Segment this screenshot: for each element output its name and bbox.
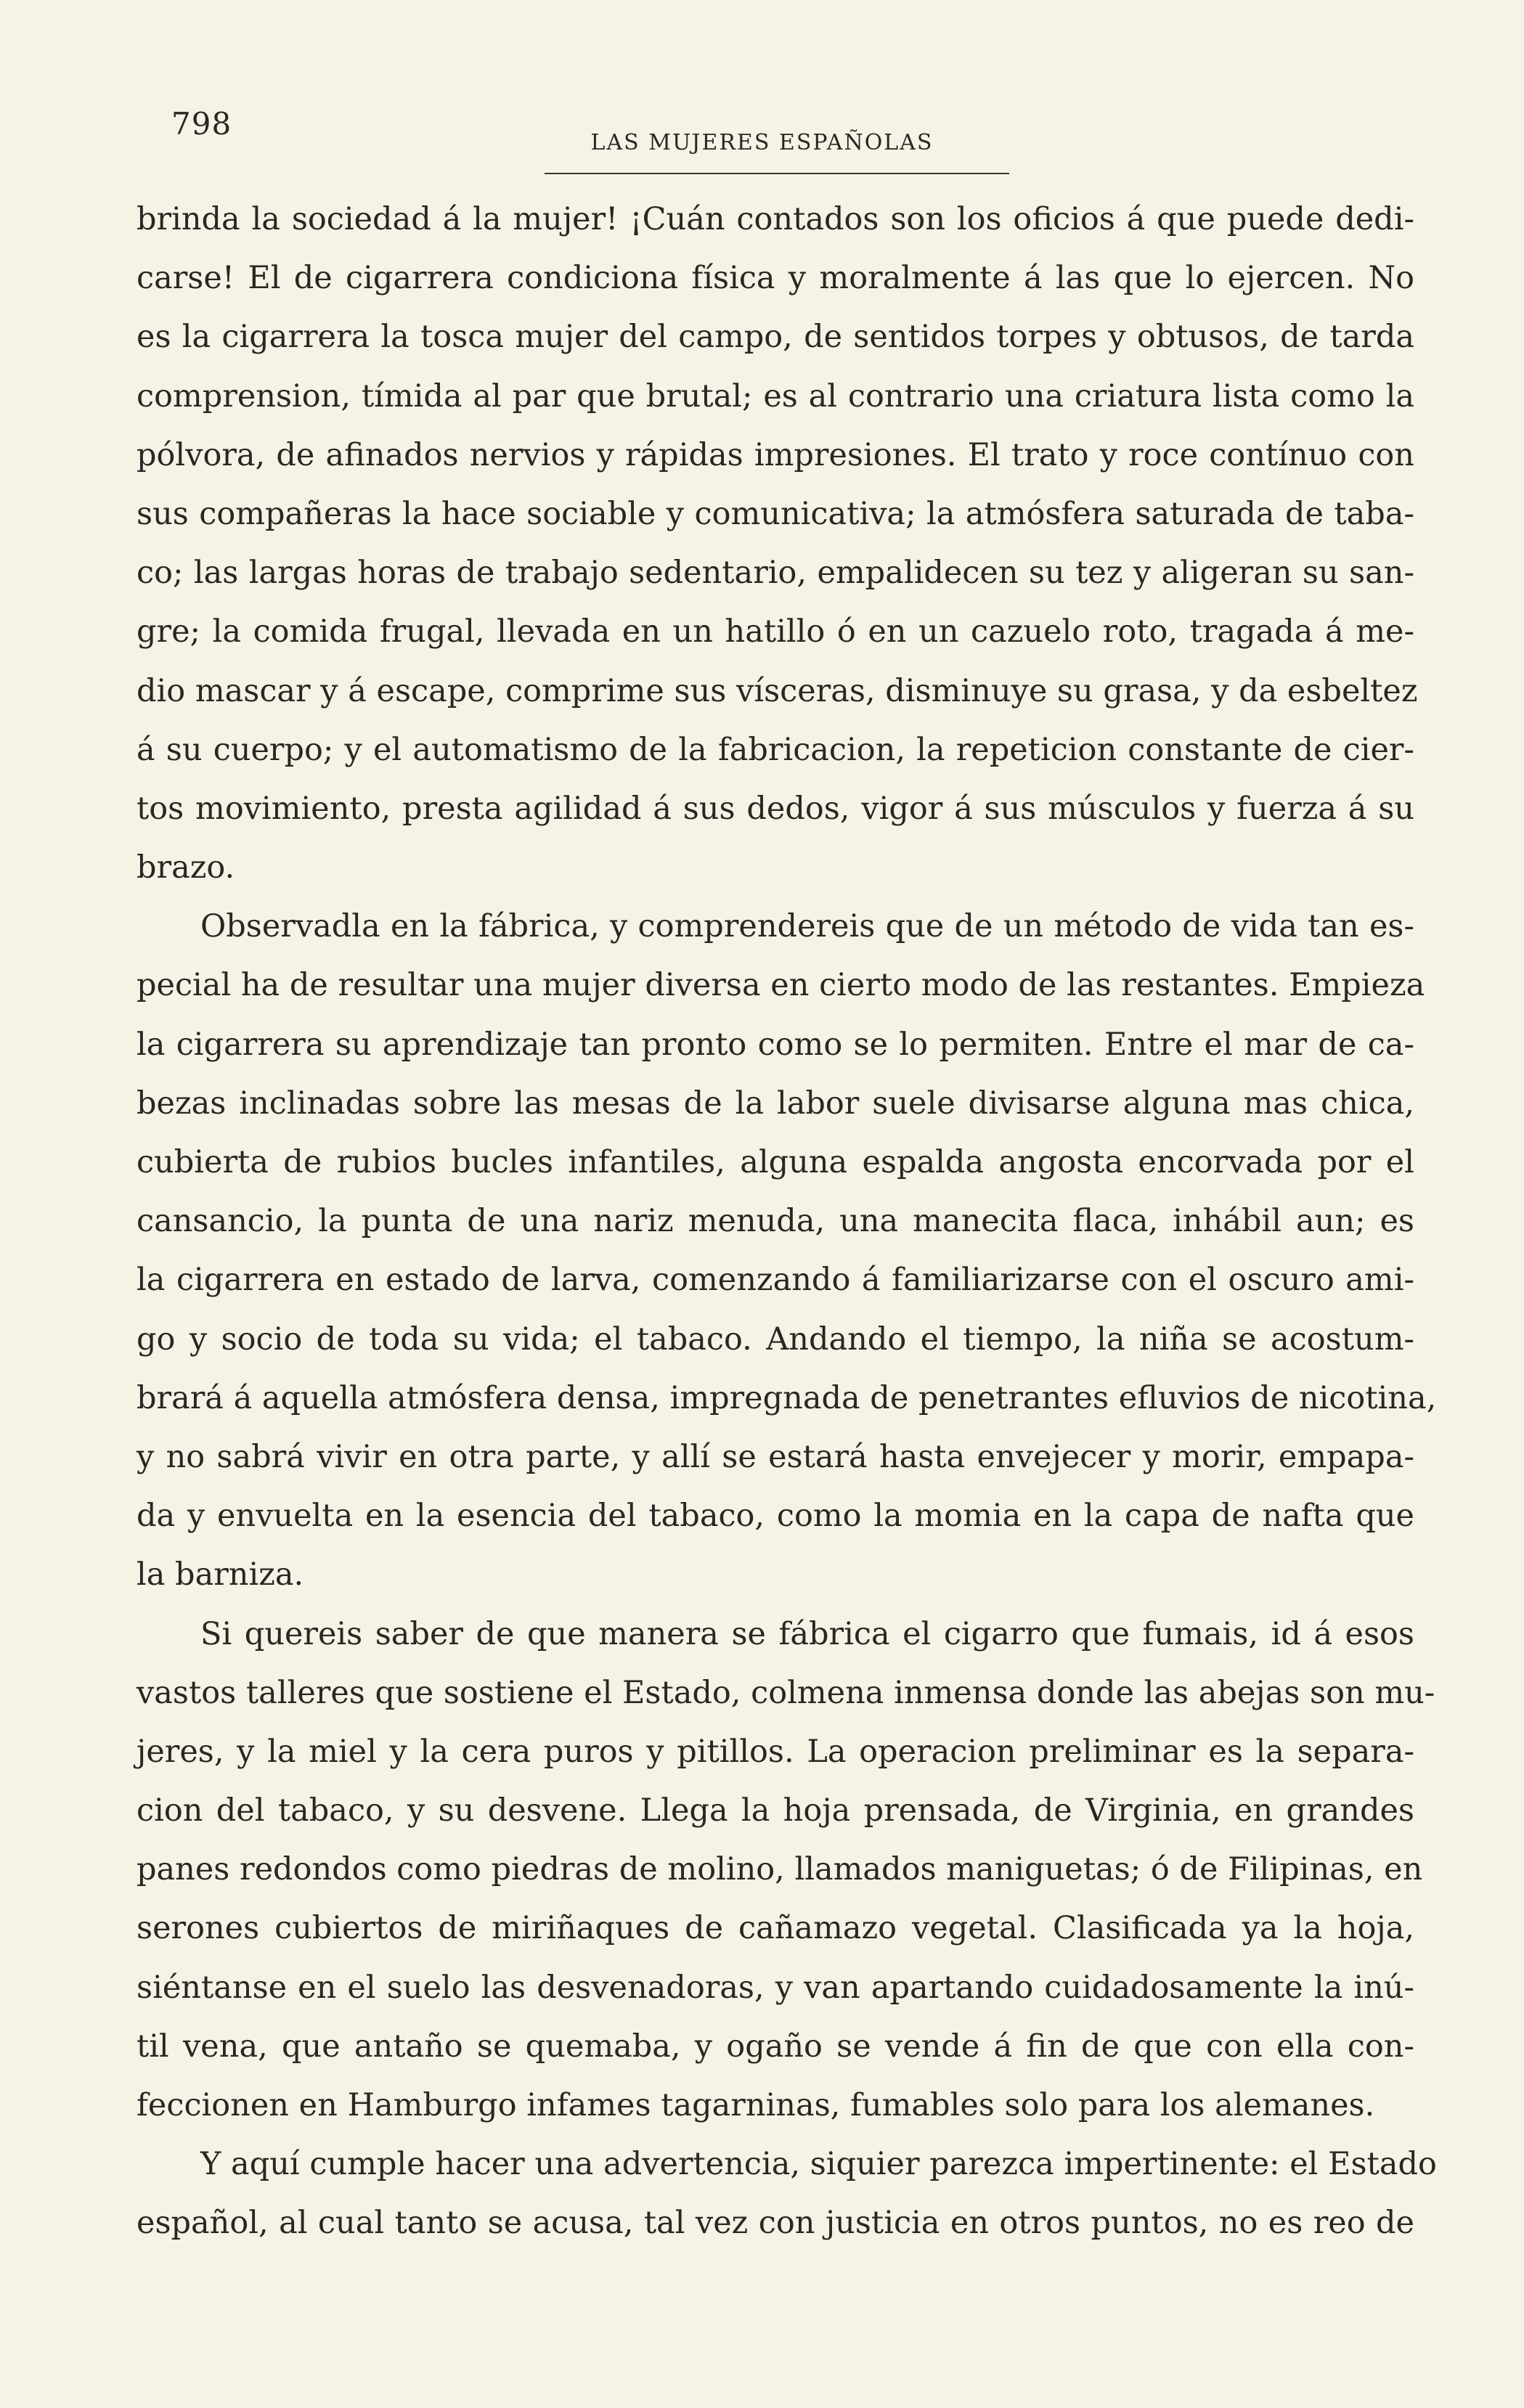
- text-line: panes redondos como piedras de molino, llamados maniguetas; ó de Filipinas, en: [136, 1851, 1423, 1888]
- text-line: gre; la comida frugal, llevada en un hatillo ó en un cazuelo roto, tragada á me-: [136, 613, 1414, 650]
- text-line: feccionen en Hamburgo infames tagarninas, fumables solo para los alemanes.: [136, 2087, 1375, 2123]
- text-line: carse! El de cigarrera condiciona física y moralmente á las que lo ejercen. No: [136, 260, 1414, 297]
- text-line: español, al cual tanto se acusa, tal vez con justicia en otros puntos, no es reo de: [136, 2205, 1414, 2242]
- text-line: y no sabrá vivir en otra parte, y allí se estará hasta envejecer y morir, empapa-: [136, 1438, 1414, 1475]
- paragraph: [136, 897, 1437, 1604]
- text-line: siéntanse en el suelo las desvenadoras, y van apartando cuidadosamente la inú-: [136, 1969, 1414, 2006]
- text-line: co; las largas horas de trabajo sedentario, empalidecen su tez y aligeran su san-: [136, 555, 1414, 592]
- running-title: LAS MUJERES ESPAÑOLAS: [590, 130, 934, 155]
- text-line: Observadla en la fábrica, y comprendereis que de un método de vida tan es-: [200, 908, 1414, 945]
- text-line: á su cuerpo; y el automatismo de la fabricacion, la repeticion constante de cier-: [136, 731, 1414, 768]
- text-line: cubierta de rubios bucles infantiles, alguna espalda angosta encorvada por el: [136, 1144, 1414, 1180]
- text-line: cansancio, la punta de una nariz menuda, una manecita flaca, inhábil aun; es: [136, 1203, 1414, 1240]
- text-line: comprension, tímida al par que brutal; es al contrario una criatura lista como la: [136, 377, 1414, 415]
- text-line: brazo.: [136, 849, 235, 886]
- text-line: da y envuelta en la esencia del tabaco, como la momia en la capa de nafta que: [136, 1498, 1414, 1535]
- text-line: es la cigarrera la tosca mujer del campo, de sentidos torpes y obtusos, de tarda: [136, 319, 1414, 356]
- text-line: jeres, y la miel y la cera puros y pitillos. La operacion preliminar es la separa-: [136, 1733, 1414, 1770]
- text-line: cion del tabaco, y su desvene. Llega la hoja prensada, de Virginia, en grandes: [136, 1792, 1414, 1829]
- text-line: bezas inclinadas sobre las mesas de la labor suele divisarse alguna mas chica,: [136, 1085, 1414, 1122]
- header-rule: [545, 173, 1009, 174]
- text-line: vastos talleres que sostiene el Estado, colmena inmensa donde las abejas son mu-: [136, 1674, 1435, 1711]
- text-line: pecial ha de resultar una mujer diversa en cierto modo de las restantes. Empieza: [136, 967, 1425, 1004]
- paragraph: [136, 1605, 1435, 2136]
- text-line: Y aquí cumple hacer una advertencia, siquier parezca impertinente: el Estado: [200, 2146, 1437, 2183]
- text-line: Si quereis saber de que manera se fábrica el cigarro que fumais, id á esos: [200, 1615, 1414, 1652]
- text-line: la cigarrera su aprendizaje tan pronto como se lo permiten. Entre el mar de ca-: [136, 1026, 1414, 1063]
- text-line: sus compañeras la hace sociable y comunicativa; la atmósfera saturada de taba-: [136, 495, 1414, 532]
- text-line: brinda la sociedad á la mujer! ¡Cuán contados son los oficios á que puede dedi-: [136, 201, 1414, 237]
- text-line: pólvora, de afinados nervios y rápidas impresiones. El trato y roce contínuo con: [136, 436, 1414, 473]
- text-line: dio mascar y á escape, comprime sus vísceras, disminuye su grasa, y da esbeltez: [136, 672, 1418, 709]
- paragraph: [136, 190, 1418, 897]
- page-number: 798: [171, 106, 232, 142]
- text-line: la barniza.: [136, 1556, 304, 1593]
- text-line: serones cubiertos de miriñaques de cañamazo vegetal. Clasificada ya la hoja,: [136, 1910, 1414, 1947]
- body-text: [136, 190, 1437, 2253]
- text-line: til vena, que antaño se quemaba, y ogaño se vende á fin de que con ella con-: [136, 2028, 1414, 2065]
- text-line: brará á aquella atmósfera densa, impregnada de penetrantes efluvios de nicotina,: [136, 1379, 1437, 1416]
- text-line: la cigarrera en estado de larva, comenzando á familiarizarse con el oscuro ami-: [136, 1262, 1414, 1299]
- paragraph: [136, 2135, 1437, 2253]
- text-line: tos movimiento, presta agilidad á sus dedos, vigor á sus músculos y fuerza á su: [136, 790, 1414, 827]
- text-line: go y socio de toda su vida; el tabaco. Andando el tiempo, la niña se acostum-: [136, 1321, 1414, 1358]
